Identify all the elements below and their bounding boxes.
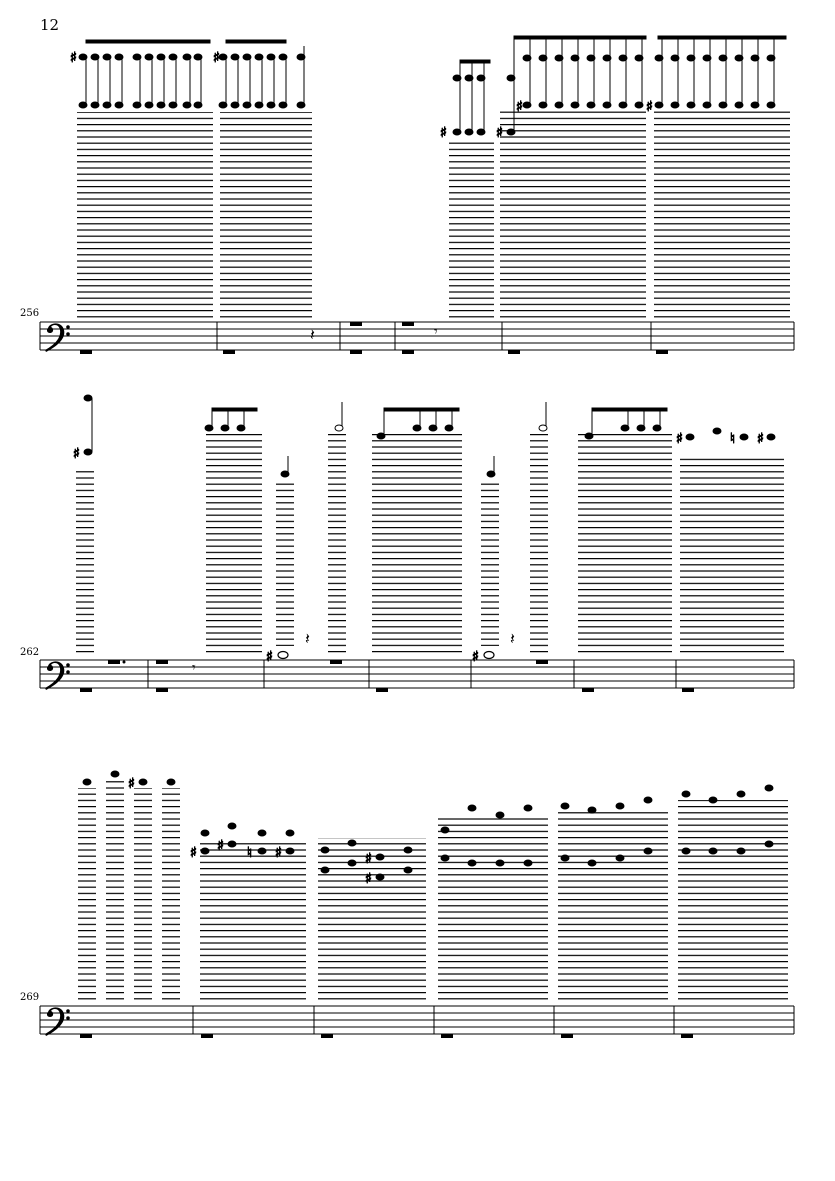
ledger-columns-3 <box>78 780 788 1000</box>
svg-text:♯: ♯ <box>646 99 653 115</box>
staff-3 <box>40 1006 794 1034</box>
bass-clef-icon <box>45 1007 70 1036</box>
page-number: 12 <box>40 16 60 34</box>
ledger-columns-1 <box>77 110 790 318</box>
bass-clef-icon <box>45 661 70 690</box>
svg-text:𝄾: 𝄾 <box>192 660 196 676</box>
svg-text:♯: ♯ <box>472 649 479 665</box>
staff-2 <box>40 660 794 688</box>
svg-text:♯: ♯ <box>365 871 372 887</box>
svg-text:♯: ♯ <box>516 99 523 115</box>
svg-text:𝄽: 𝄽 <box>305 629 310 648</box>
svg-text:♯: ♯ <box>70 50 77 66</box>
system-2 <box>40 395 794 692</box>
rests-3 <box>80 1034 693 1038</box>
svg-text:♯: ♯ <box>757 431 764 447</box>
ledger-columns-2 <box>76 432 784 656</box>
svg-text:♮: ♮ <box>247 845 253 861</box>
svg-text:♯: ♯ <box>128 776 135 792</box>
svg-text:♮: ♮ <box>730 431 736 447</box>
system-3-measure-number: 269 <box>20 992 40 1003</box>
svg-text:♯: ♯ <box>365 851 372 867</box>
svg-text:♯: ♯ <box>213 50 220 66</box>
svg-text:𝄽: 𝄽 <box>310 325 315 344</box>
staff-1 <box>40 322 794 350</box>
system-1-measure-number: 256 <box>20 308 40 319</box>
svg-text:♯: ♯ <box>73 446 80 462</box>
system-2-measure-number: 262 <box>20 647 40 658</box>
svg-text:♯: ♯ <box>440 125 447 141</box>
svg-text:♯: ♯ <box>676 431 683 447</box>
system-3 <box>40 771 794 1038</box>
system-1 <box>40 36 794 354</box>
svg-text:𝄽: 𝄽 <box>510 629 515 648</box>
svg-text:𝄾: 𝄾 <box>434 324 438 340</box>
svg-text:♯: ♯ <box>275 845 282 861</box>
rests-1 <box>80 322 668 354</box>
notes-3 <box>83 771 773 887</box>
svg-text:♯: ♯ <box>217 838 224 854</box>
svg-text:♯: ♯ <box>496 125 503 141</box>
svg-text:♯: ♯ <box>266 649 273 665</box>
svg-text:♯: ♯ <box>190 845 197 861</box>
bass-clef-icon <box>45 323 70 352</box>
